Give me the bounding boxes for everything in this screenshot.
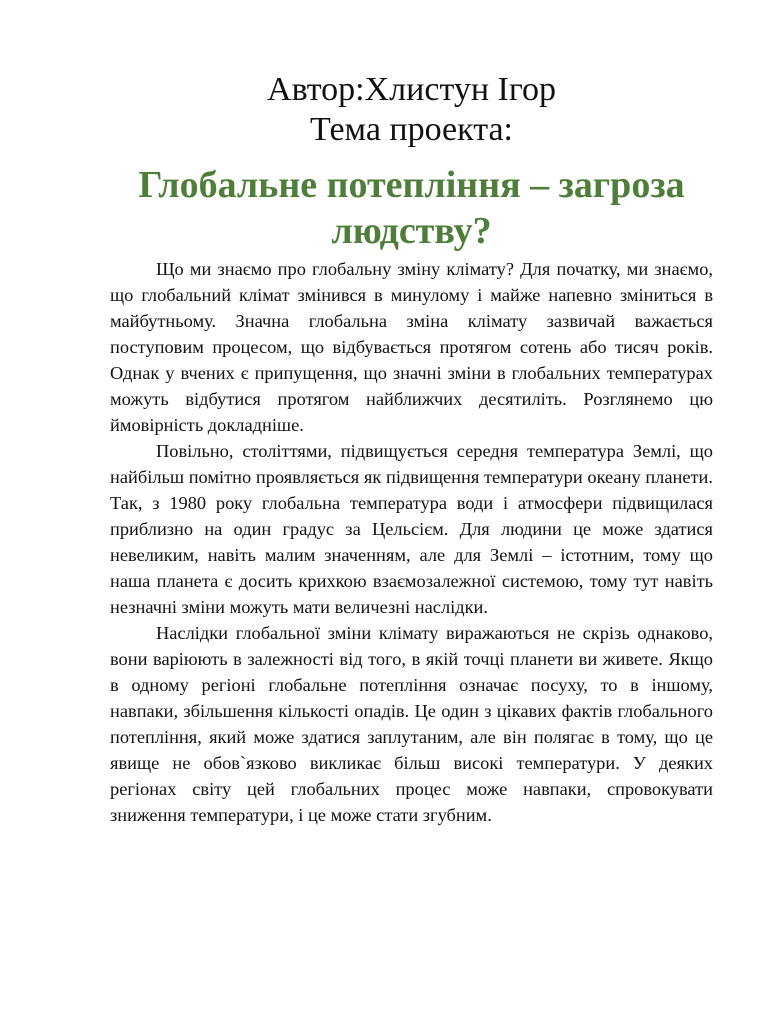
project-title: Глобальне потепління – загроза людству? bbox=[138, 164, 685, 252]
paragraph-2: Повільно, століттями, підвищується середня температура Землі, що найбільш помітно проявляється як підвищення температури океану планети. Так, з 1980 року глобальна температура води і атмосфери підвищилася приблизно на один градус за Цельсієм. Для людини це може здатися невеликим, навіть малим значенням, але для Землі – істотним, тому що наша планета є досить крихкою взаємозалежної системою, тому тут навіть незначні зміни можуть мати величезні наслідки. bbox=[110, 441, 713, 617]
topic-label: Тема проекта: bbox=[309, 111, 514, 148]
author-line: Автор:Хлистун Ігор bbox=[267, 71, 556, 108]
document-body bbox=[110, 256, 713, 828]
paragraph-3: Наслідки глобальної зміни клімату виражаються не скрізь однаково, вони варіюють в залежності від того, в якій точці планети ви живете. Якщо в одному регіоні глобальне потепління означає посуху, то в іншому, навпаки, збільшення кількості опадів. Це один з цікавих фактів глобального потепління, який може здатися заплутаним, але він полягає в тому, що це явище не обов`язково викликає більш високі температури. У деяких регіонах світу цей глобальних процес може навпаки, спровокувати зниження температури, і це може стати згубним. bbox=[110, 623, 713, 825]
paragraph-1: Що ми знаємо про глобальну зміну клімату? Для початку, ми знаємо, що глобальний клімат змінився в минулому і майже напевно зміниться в майбутньому. Значна глобальна зміна клімату зазвичай важається поступовим процесом, що відбувається протягом сотень або тисяч років. Однак у вчених є припущення, що значні зміни в глобальних температурах можуть відбутися протягом найближчих десятиліть. Розглянемо цю ймовірність докладніше. bbox=[110, 259, 713, 435]
